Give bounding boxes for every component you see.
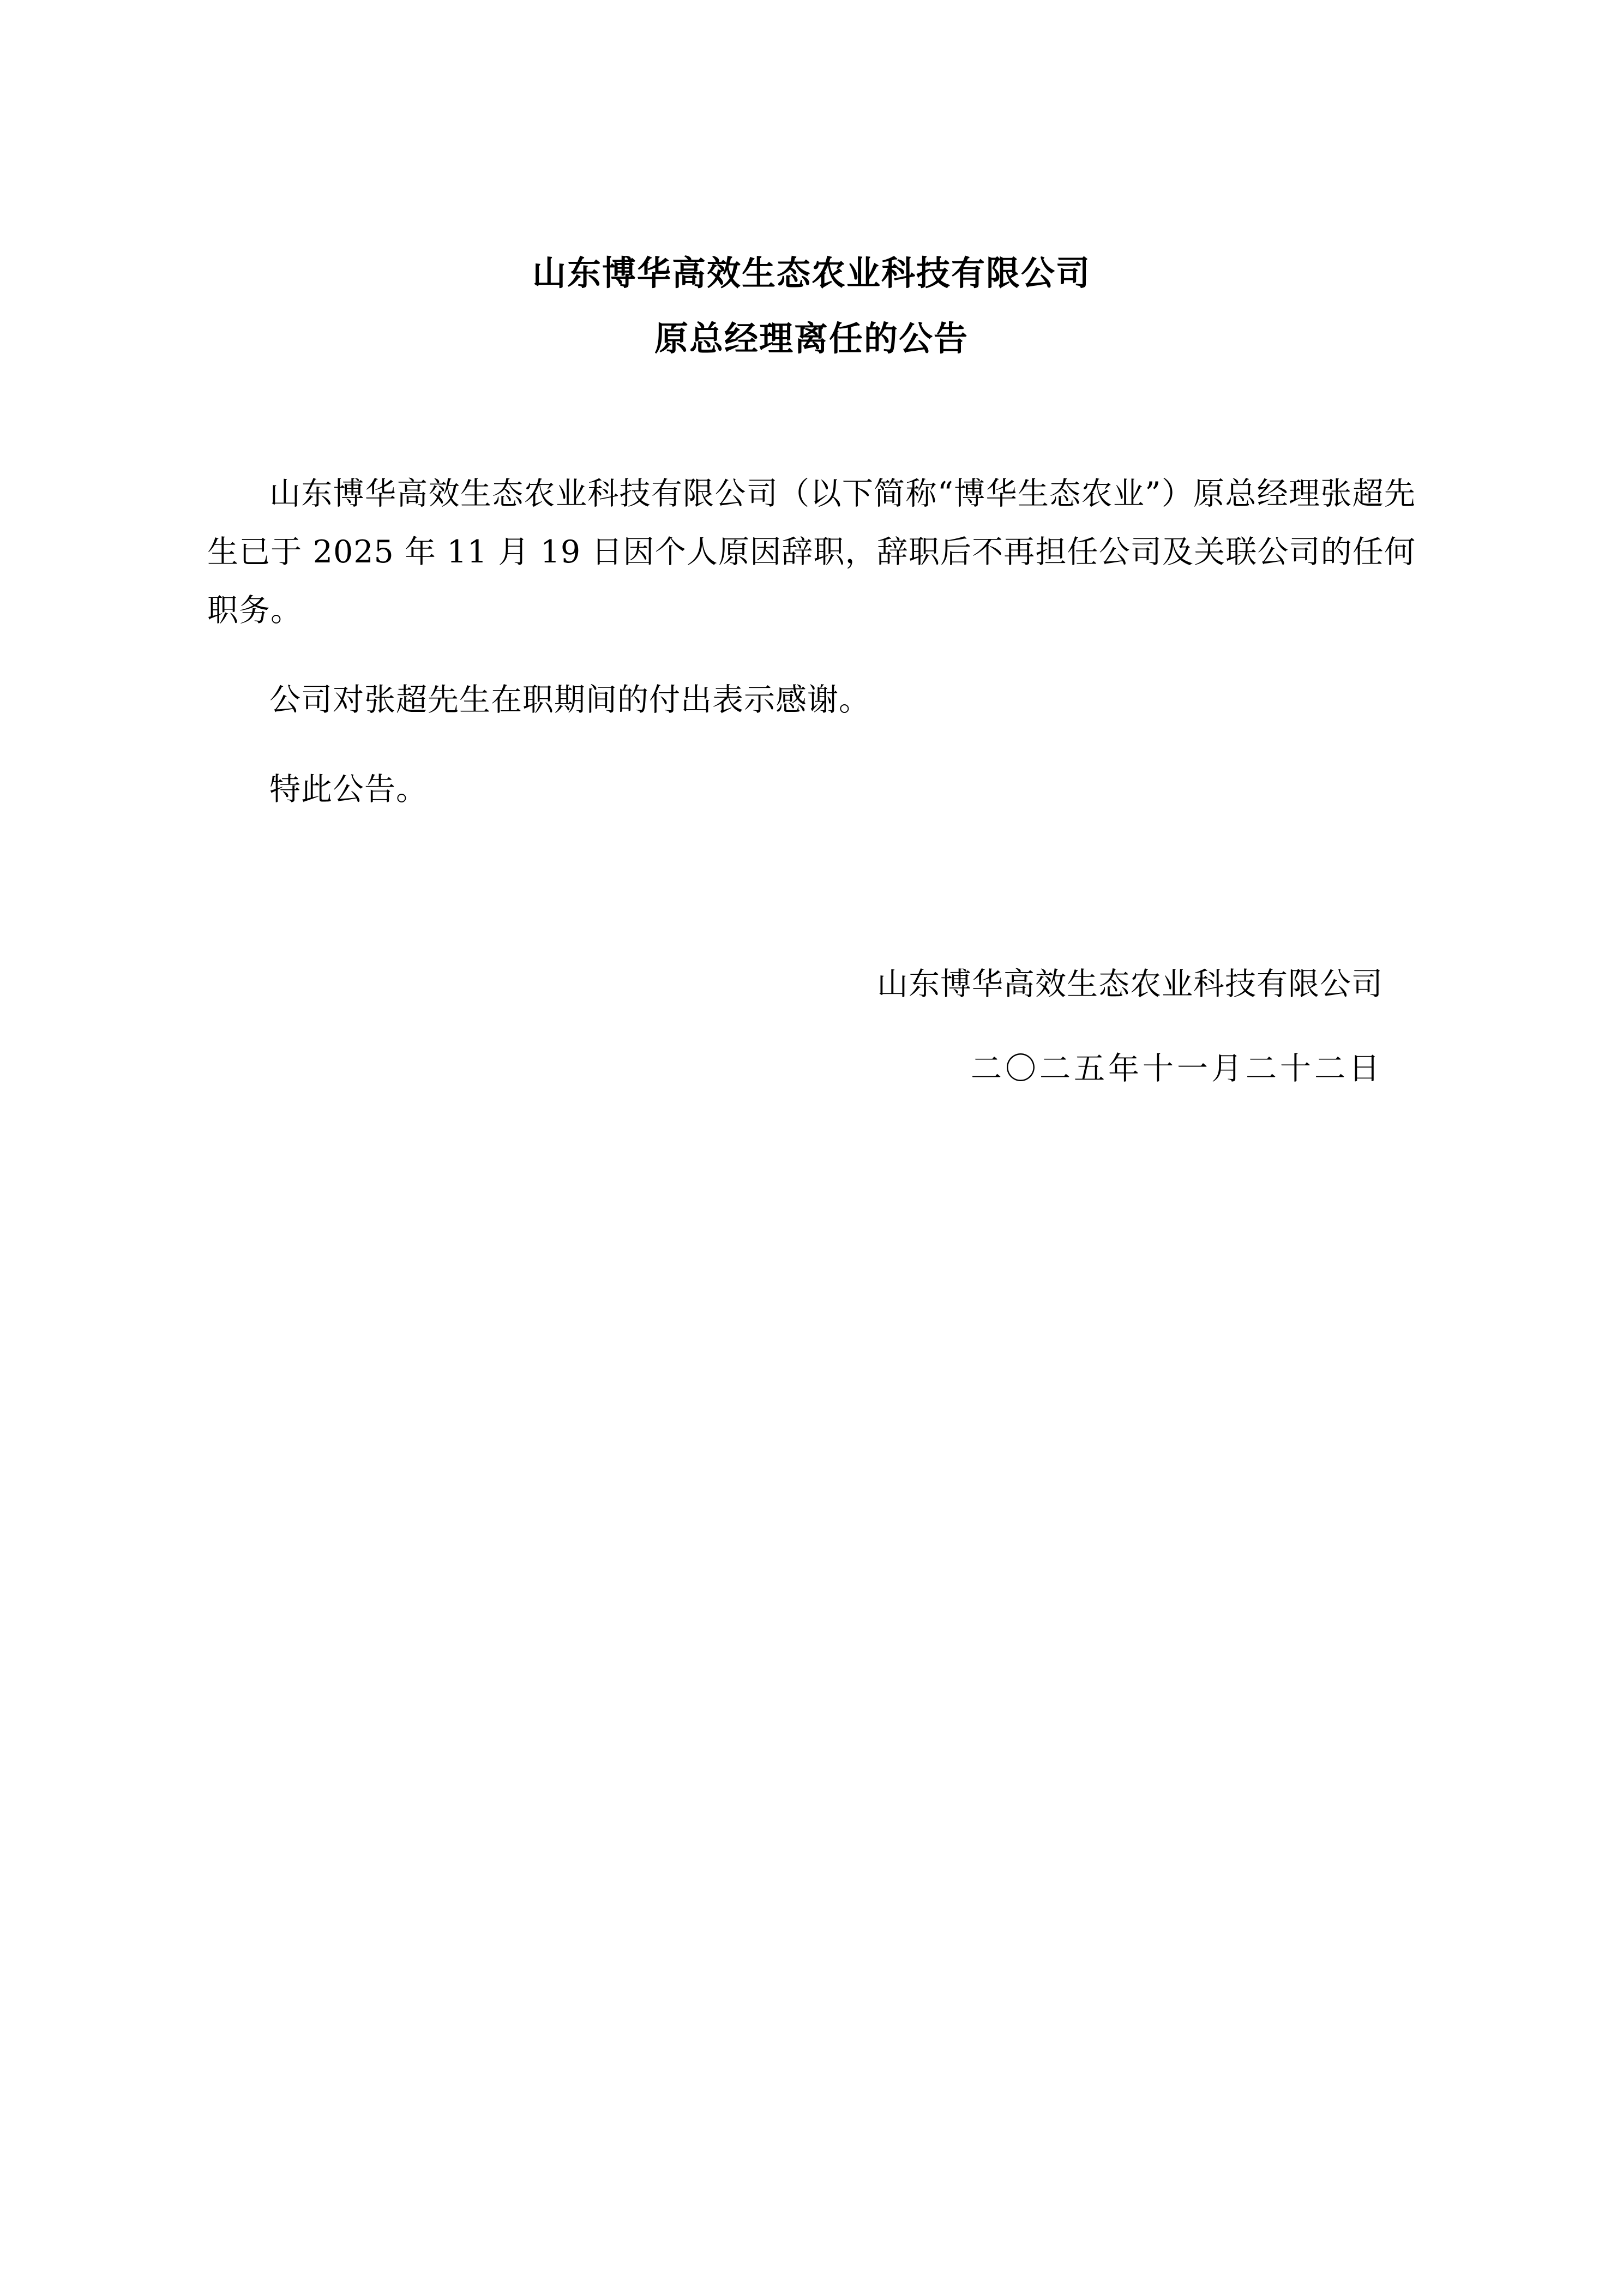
title-line-2: 原总经理离任的公告 — [654, 319, 969, 358]
body-paragraph: 特此公告。 — [269, 771, 428, 807]
signature-company: 山东博华高效生态农业科技有限公司 — [877, 966, 1383, 1002]
body-paragraph: 山东博华高效生态农业科技有限公司（以下简称“博华生态农业”）原总经理张超先生已于 2025 年 11 月 19 日因个人原因辞职，辞职后不再担任公司及关联公司的任何职务。 — [207, 476, 1416, 628]
signature-block — [207, 955, 1416, 1098]
title-line-1: 山东博华高效生态农业科技有限公司 — [532, 253, 1091, 293]
signature-date: 二〇二五年十一月二十二日 — [971, 1051, 1383, 1087]
page-title — [207, 253, 1416, 358]
document-body — [207, 465, 1416, 819]
body-paragraph: 公司对张超先生在职期间的付出表示感谢。 — [269, 682, 870, 718]
